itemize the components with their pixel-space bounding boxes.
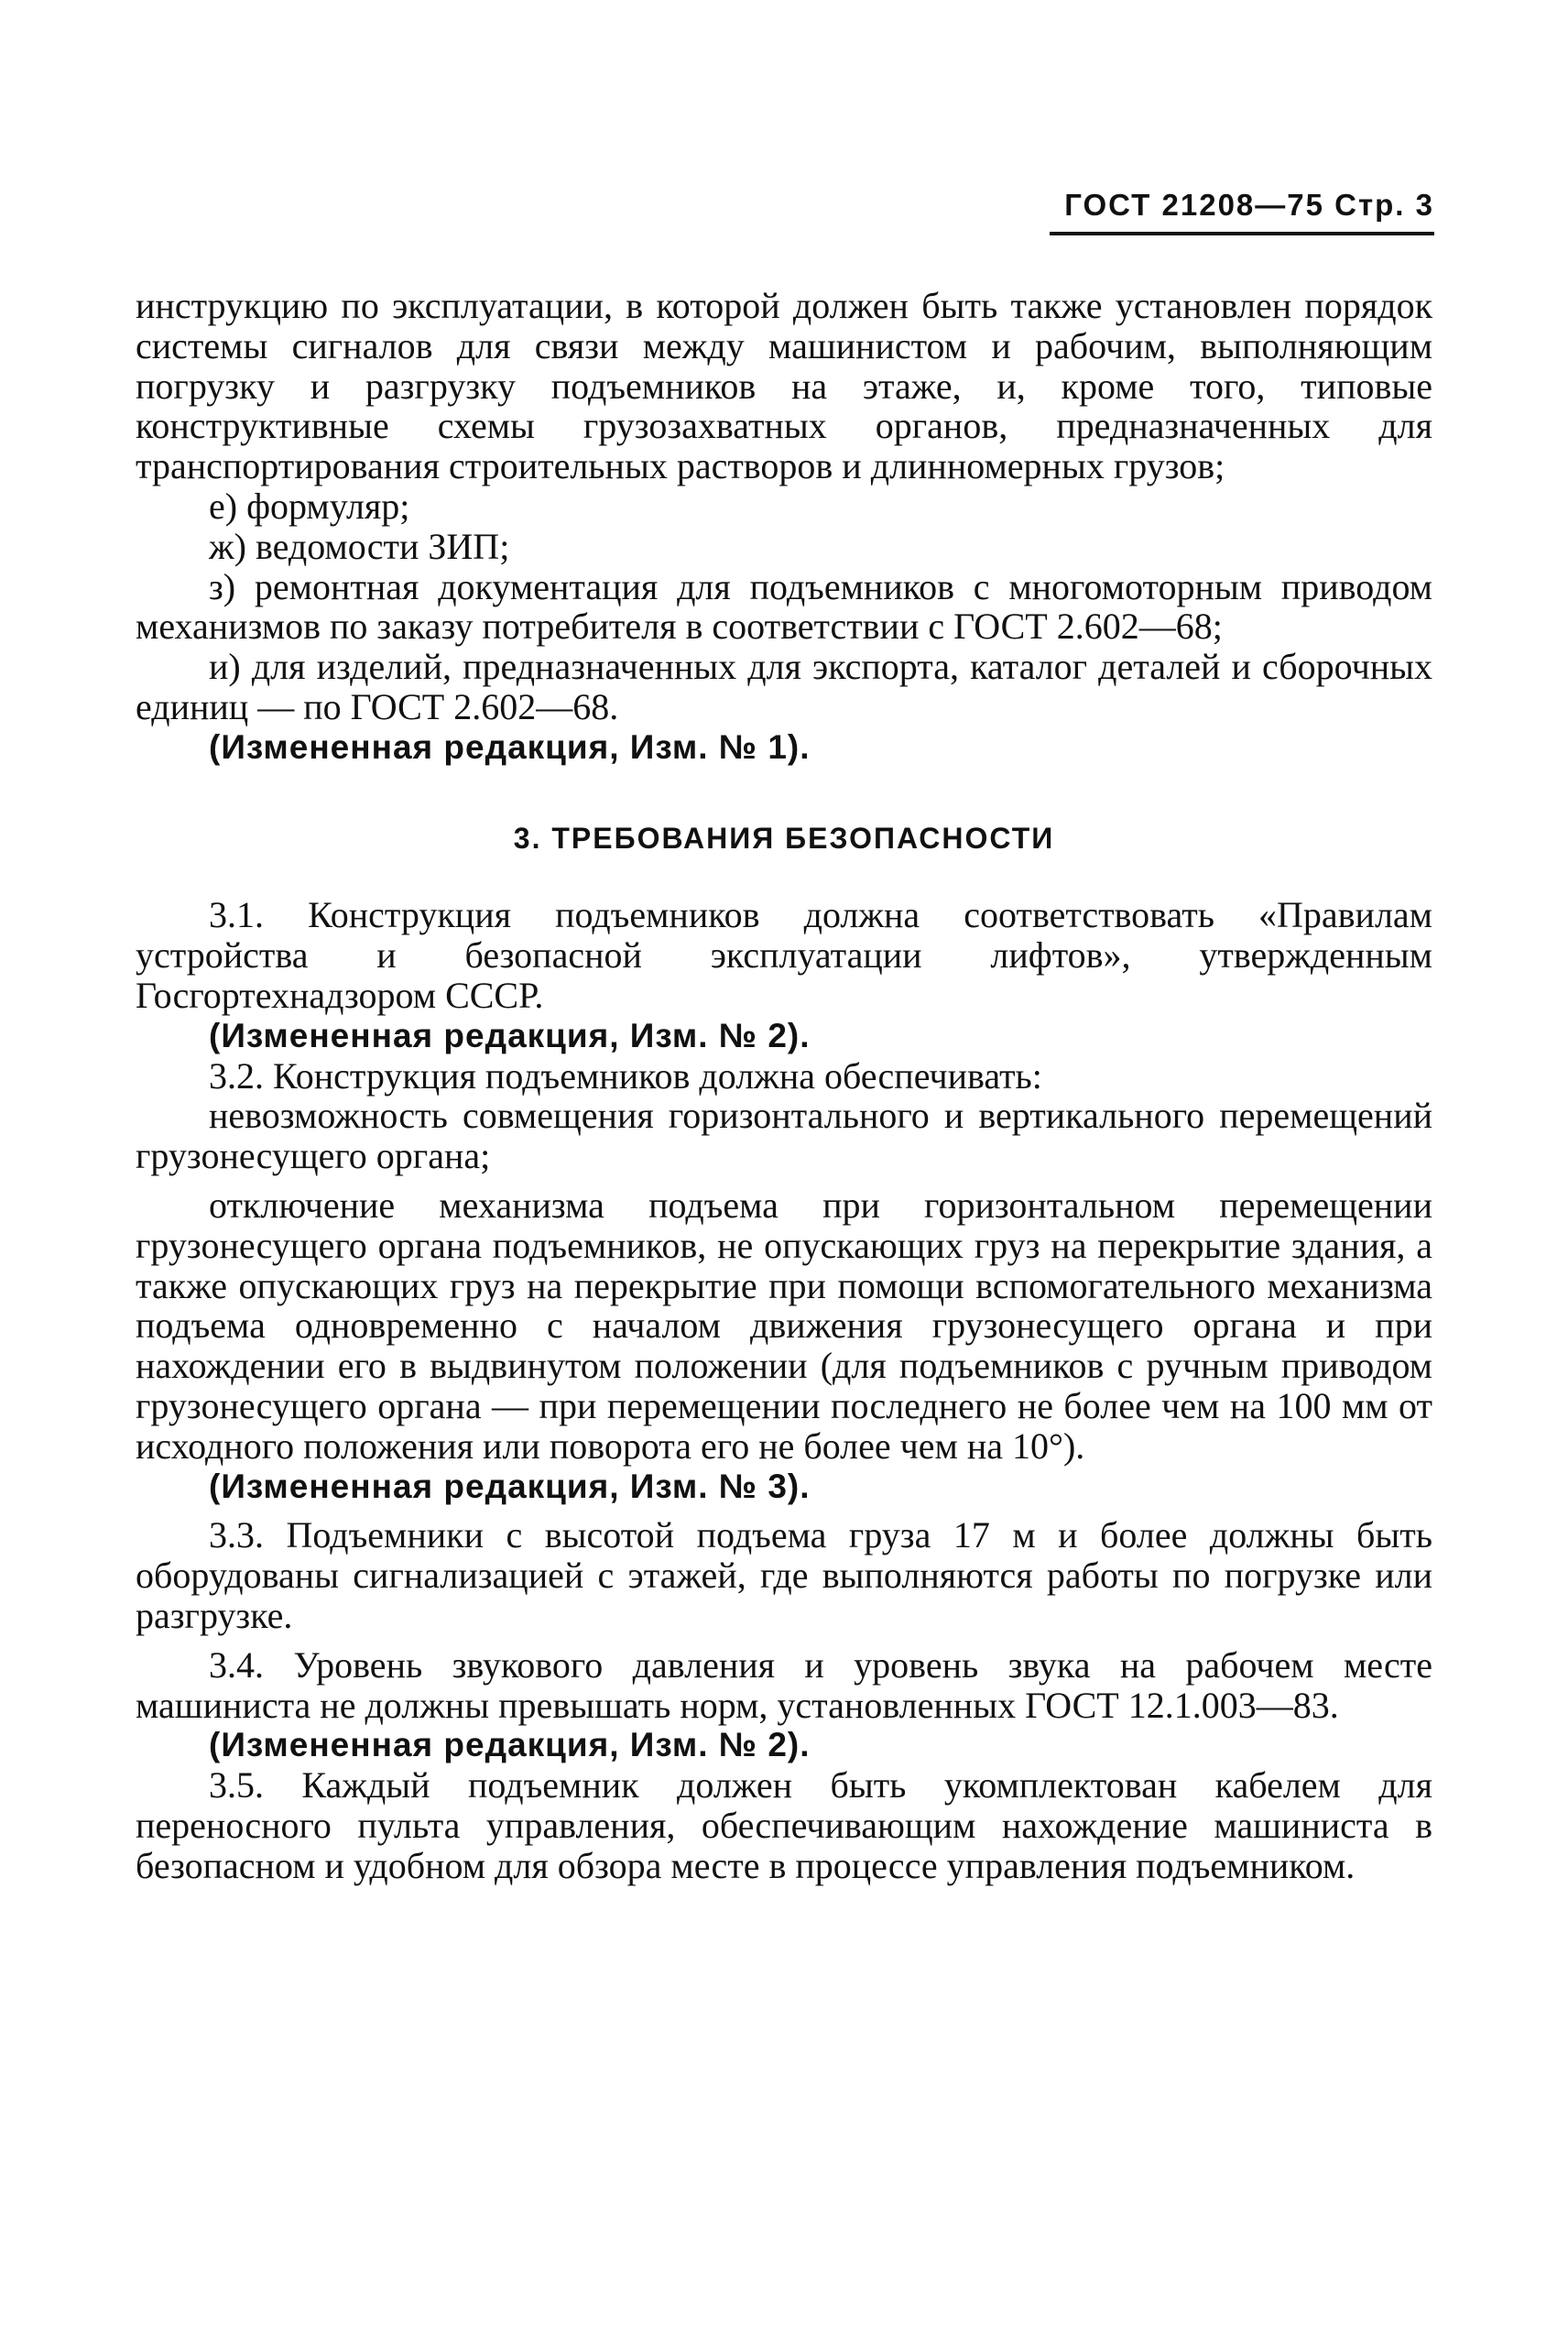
clause-3-2-item-2: отключение механизма подъема при горизонтальном перемещении грузонесущего органа подъемников, не опускающих груз на перекрытие здания, а также опускающих груз на перекрытие при помощи вспомогательного механизма подъема одновременно с началом движения грузонесущего органа и при нахождении его в выдвинутом положении (для подъемников с ручным приводом грузонесущего органа — при перемещении последнего не более чем на 100 мм от исходного положения или поворота его не более чем на 10°).: [136, 1184, 1432, 1467]
clause-3-1: 3.1. Конструкция подъемников должна соответствовать «Правилам устройства и безопасной эксплуатации лифтов», утвержденным Госгортехнадзором СССР.: [136, 894, 1432, 1016]
amendment-note-1: (Измененная редакция, Изм. № 1).: [209, 727, 811, 766]
clause-3-4: 3.4. Уровень звукового давления и уровень звука на рабочем месте машиниста не должны превышать норм, установленных ГОСТ 12.1.003—83.: [136, 1643, 1432, 1726]
clause-3-3: 3.3. Подъемники с высотой подъема груза 17 м и более должны быть оборудованы сигнализацией с этажей, где выполняются работы по погрузке или разгрузке.: [136, 1514, 1432, 1636]
amendment-note-3: (Измененная редакция, Изм. № 3).: [209, 1467, 811, 1505]
page-header: ГОСТ 21208—75 Стр. 3: [1050, 188, 1434, 235]
clause-3-5: 3.5. Каждый подъемник должен быть укомплектован кабелем для переносного пульта управления, обеспечивающим нахождение машиниста в безопасном и удобном для обзора месте в процессе управления подъемником.: [136, 1764, 1432, 1886]
paragraph-continuation: инструкцию по эксплуатации, в которой должен быть также установлен порядок системы сигналов для связи между машинистом и рабочим, выполняющим погрузку и разгрузку подъемников на этаже, и, кроме того, типовые конструктивные схемы грузозахватных органов, предназначенных для транспортирования строительных растворов и длинномерных грузов;: [136, 285, 1432, 487]
list-item-e: е) формуляр;: [209, 485, 410, 527]
list-item-zh: ж) ведомости ЗИП;: [209, 525, 510, 567]
clause-3-2: 3.2. Конструкция подъемников должна обеспечивать:: [209, 1054, 1042, 1097]
amendment-note-2b: (Измененная редакция, Изм. № 2).: [209, 1726, 811, 1764]
list-item-z: з) ремонтная документация для подъемников с многомоторным приводом механизмов по заказу потребителя в соответствии с ГОСТ 2.602—68;: [136, 565, 1432, 648]
document-body: [136, 286, 1432, 1885]
amendment-note-2a: (Измененная редакция, Изм. № 2).: [209, 1016, 811, 1054]
clause-3-2-item-1: невозможность совмещения горизонтального и вертикального перемещений грузонесущего органа;: [136, 1095, 1432, 1177]
section-title: 3. ТРЕБОВАНИЯ БЕЗОПАСНОСТИ: [513, 821, 1055, 855]
list-item-i: и) для изделий, предназначенных для экспорта, каталог деталей и сборочных единиц — по ГОСТ 2.602—68.: [136, 646, 1432, 727]
